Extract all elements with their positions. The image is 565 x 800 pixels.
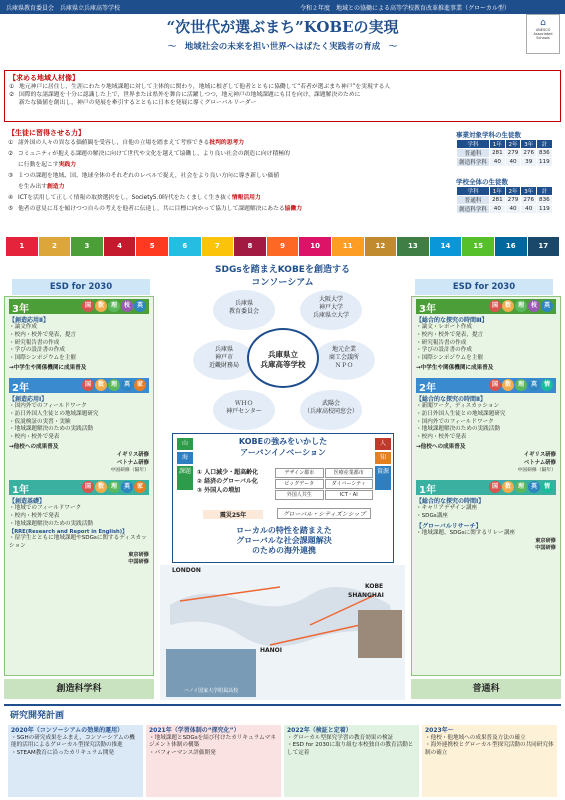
table-row (457, 196, 553, 205)
ability-item-text: 諸外国の人々の異なる価値観を受容し，自他の立場を踏まえて考察できる (18, 140, 210, 146)
left-grade-header (9, 299, 149, 314)
sdg-goal-icon: 5 (136, 237, 168, 256)
sdg-strip (6, 237, 559, 256)
left-rre-item: ・留学生とともに地域課題やSDGsに関するディスカッション (9, 535, 147, 550)
ability-item-text: を生み出す (18, 184, 47, 190)
ability-item-text: １つの課題を地域、国、地球全体のそれぞれのレベルで捉え，社会をより良い方向に導き新しい価値 (18, 173, 280, 179)
subject-badge: 家 (134, 379, 146, 391)
right-grade-section (412, 297, 560, 373)
subject-badge: 英 (121, 379, 133, 391)
sdg-goal-icon: 9 (267, 237, 299, 256)
ability-item-text: コミュニティが抱える課題の解決に向けて世代や文化を越えて協働し，より良い社会の創造に向け積極的 (18, 151, 290, 157)
page-subtitle: ～ 地域社会の未来を担い世界へはばたく実践者の育成 ～ (167, 42, 398, 52)
table-header-cell: 2年 (505, 187, 521, 196)
subject-badge: 数 (95, 481, 107, 493)
sdg-goal-icon: 3 (71, 237, 103, 256)
left-grade-subtitle: 【創造応用Ⅱ】 (9, 317, 49, 324)
right-grade-section (412, 478, 560, 553)
left-subject-badges (81, 481, 146, 493)
right-grade-item: ・新聞ワーク，ディスカッション (416, 402, 500, 409)
subject-badge: 理 (108, 481, 120, 493)
subject-badge: 枝 (121, 300, 133, 312)
table-header-cell: 2年 (505, 140, 521, 149)
left-subject-badges (81, 300, 146, 312)
talent-item-num: ① (9, 84, 15, 90)
table-header-cell: 3年 (521, 187, 537, 196)
kobe-strengths (172, 433, 394, 563)
table-cell: 836 (537, 196, 553, 205)
consortium-title (160, 262, 405, 288)
left-grade-item: ・校内・校外で発表 (9, 512, 60, 519)
talent-heading: 【求める地域人材像】 (9, 74, 79, 82)
right-grade-item: ・訪日外国人生徒との地域課題研究 (416, 410, 506, 417)
table-cell: 40 (521, 205, 537, 214)
left-rre: 【RRE(Research and Report in English)】 (9, 529, 128, 536)
kobe-right-tags (375, 438, 391, 492)
plan-step-item: ・パフォーマンス評価開発 (149, 749, 216, 756)
left-grade-header (9, 378, 149, 393)
consortium-member-line: ＮＰＯ (334, 362, 353, 369)
ability-item-num: ① (8, 140, 14, 146)
right-trip: イギリス研修 (523, 451, 556, 458)
header-left: 兵庫県教育委員会 兵庫県立兵庫高等学校 (6, 5, 121, 12)
right-grade-item: ・国際シンポジウムを主催 (416, 355, 483, 362)
left-grade-header (9, 480, 149, 495)
left-subject-badges (81, 379, 146, 391)
right-grade-item: ・国内外でのフィールドワーク (416, 418, 494, 425)
subject-badge: 英 (541, 300, 553, 312)
consortium-member-line: ＷＨＯ (234, 400, 253, 407)
right-trip: 中国研修（隔年） (517, 467, 556, 473)
right-grade-label: 2年 (419, 382, 436, 394)
consortium-member-line: 神戸大学 (318, 304, 343, 311)
consortium-member-line: 商工会議所 (328, 354, 359, 361)
ability-item-highlight: 批判的思考力 (209, 140, 245, 146)
left-grade-item: ・学びの設計書の作成 (9, 347, 65, 354)
kobe-left-tags (177, 438, 193, 492)
table-cell: 40 (505, 158, 521, 167)
plan-step (8, 725, 143, 797)
talent-item-text: 国際的な諸課題を十分に認識した上で，世界または県外を舞台に活躍しつつ，地元神戸の地域課題にも目を向け，課題解決のために (19, 92, 361, 99)
table-cell: 279 (505, 196, 521, 205)
table-header-cell: 計 (537, 140, 553, 149)
left-trip: 中国研修（隔年） (110, 467, 149, 473)
table1 (456, 139, 553, 167)
subject-badge: 情 (541, 379, 553, 391)
abilities-list (8, 138, 450, 215)
left-grade-item: ・校内・校外で発表，提言 (9, 331, 77, 338)
subject-badge: 数 (502, 481, 514, 493)
table-cell: 281 (489, 196, 505, 205)
right-grade-item: ・学びの設計書の作成 (416, 347, 472, 354)
abilities-section (4, 126, 454, 234)
sdg-goal-icon: 4 (104, 237, 136, 256)
ability-item (8, 193, 450, 204)
left-grade-label: 1年 (12, 484, 29, 496)
consortium-member-line: 地元企業 (331, 346, 356, 353)
talent-item-text: 地元神戸に居住し，生涯にわたり地域課題に対して主体的に関わり，地域に根ざして他者とともに協働して“若者が選ぶまち神戸”を実現する人 (19, 84, 391, 90)
plan-step-item: ・グローカル型探究学習の教育効果の検証 (287, 734, 394, 741)
consortium-center-line2: 兵庫高等学校 (260, 360, 306, 369)
plan-section (4, 704, 561, 798)
consortium-member-line: 大阪大学 (318, 296, 343, 303)
left-grade-item: ・国内外でのフィールドワーク (9, 402, 87, 409)
city-london: LONDON (172, 567, 201, 574)
plan-steps (4, 723, 561, 799)
talent-item (9, 83, 556, 91)
sdg-goal-icon: 12 (365, 237, 397, 256)
left-grade-section (5, 376, 153, 475)
talent-section (4, 70, 561, 122)
esd-label-left: ESD for 2030 (12, 279, 150, 295)
consortium-member (300, 390, 362, 430)
subject-badge: 英 (528, 379, 540, 391)
consortium-title1: SDGsを踏まえKOBEを創造する (215, 265, 350, 275)
right-grade-header (416, 378, 556, 393)
right-subject-badges (488, 481, 553, 493)
left-grade-note: →中学生や関係機関に成果普及 (9, 364, 87, 371)
ability-item-num: ② (8, 151, 14, 157)
plan-step-heading: 2020年（コンソーシアムの効果的運用） (11, 727, 124, 734)
kobe-title2: アーバンイノベーション (240, 448, 326, 457)
consortium-center (247, 328, 319, 388)
kobe-issue: ① 人口減少・超高齢化 (197, 469, 259, 476)
subject-badge: 英 (134, 300, 146, 312)
esd-label-right: ESD for 2030 (415, 279, 553, 295)
kobe-strengths-grid (275, 468, 373, 500)
abilities-heading: 【生徒に習得させる力】 (8, 129, 85, 137)
subject-badge: 国 (489, 481, 501, 493)
table-header-cell: 3年 (521, 140, 537, 149)
right-trip: 東京研修 (535, 538, 556, 545)
kobe-issue: ② 経済のグローバル化 (197, 478, 258, 485)
left-grade-label: 3年 (12, 304, 29, 315)
table-cell: 836 (537, 149, 553, 158)
sdg-goal-icon: 11 (332, 237, 364, 256)
sdg-goal-icon: 14 (430, 237, 462, 256)
subject-badge: 枝 (528, 300, 540, 312)
kobe-issue: ③ 外国人の増加 (197, 487, 241, 494)
left-grade-subtitle: 【創造基礎】 (9, 497, 46, 505)
table-header-cell: 1年 (489, 187, 505, 196)
ability-item-highlight: 協働力 (284, 206, 303, 212)
kobe-left-tag: 課題 (177, 466, 193, 490)
consortium-member-line: 兵庫県 (214, 346, 233, 353)
left-trip: イギリス研修 (116, 451, 149, 458)
kobe-strength-tag: 外国人共生 (275, 490, 324, 500)
consortium-member-line: 武陽会 (321, 400, 340, 407)
page-title: “次世代が選ぶまち”KOBEの実現 (166, 18, 399, 36)
ability-item-num: ④ (8, 195, 14, 201)
sdg-goal-icon: 17 (528, 237, 560, 256)
right-grade-subtitle: 【総合的な探究の時間Ⅰ】 (416, 497, 485, 505)
plan-step-item: ・STEAM教育に沿ったカリキュラム開発 (11, 749, 115, 756)
kobe-left-tag: 海 (177, 452, 193, 464)
left-grade-section (5, 478, 153, 567)
right-grade-item: ・SDGs講座 (416, 512, 448, 519)
talent-item-text: 新たな価値を創出し，神戸の発展を牽引するとともに日本を発展に導くグローバルリーダー (19, 100, 257, 107)
right-grade-item: ・校内・校外で発表 (416, 434, 467, 441)
kobe-strength-tag: デザイン都市 (275, 468, 324, 478)
consortium-member (313, 340, 375, 380)
right-grade-subtitle: 【総合的な探究の時間Ⅲ】 (416, 317, 488, 324)
consortium-member-line: 兵庫県立大学 (312, 312, 349, 319)
header-right: 令和２年度 地域との協働による高等学校教育改革推進事業（グローカル型） (300, 5, 510, 12)
left-grade-item: ・論文作成 (9, 324, 37, 330)
global-title2: グローバルな社会課題解決 (236, 536, 332, 545)
right-grade-item: ・地域課題解決のための実践活動 (416, 426, 500, 433)
left-grade-note: →他校への成果普及 (9, 443, 59, 450)
table-header-cell: 1年 (489, 140, 505, 149)
city-hanoi: HANOI (260, 647, 283, 654)
sdg-goal-icon: 2 (39, 237, 71, 256)
subject-badge: 国 (82, 300, 94, 312)
sdg-goal-icon: 16 (495, 237, 527, 256)
consortium-member-line: （兵庫高校同窓会） (303, 408, 358, 415)
ability-item (8, 204, 450, 215)
table-cell: 119 (537, 158, 553, 167)
header-bar (0, 0, 565, 14)
ability-item (8, 138, 450, 149)
subject-badge: 情 (541, 481, 553, 493)
glocal-label: グローバル・シティズンシップ (277, 508, 371, 519)
left-trip: ベトナム研修 (116, 459, 149, 466)
global-title3: のための海外連携 (252, 546, 316, 555)
subject-badge: 英 (528, 481, 540, 493)
subject-badge: 家 (134, 481, 146, 493)
global-title1: ローカルの特性を踏まえた (236, 526, 332, 535)
plan-heading: 研究開発計画 (10, 711, 65, 721)
subject-badge: 理 (515, 481, 527, 493)
left-grade-section (5, 297, 153, 373)
kobe-strength-tag: ダイバーシティ (325, 479, 374, 489)
plan-step-heading: 2022年（検証と定着） (287, 727, 352, 734)
subject-badge: 理 (108, 379, 120, 391)
consortium-member (213, 290, 275, 330)
subject-badge: 理 (515, 379, 527, 391)
global-title (173, 526, 395, 556)
table-cell: 276 (521, 149, 537, 158)
sdg-goal-icon: 7 (202, 237, 234, 256)
consortium-member-line: 近畿財務局 (208, 362, 239, 369)
subject-badge: 国 (82, 481, 94, 493)
kobe-title1: KOBEの強みをいかした (238, 437, 328, 446)
left-grade-item: ・校内・校外で発表 (9, 434, 60, 441)
table-cell: 40 (489, 158, 505, 167)
table-cell: 40 (489, 205, 505, 214)
kobe-strength-tag: ビッグデータ (275, 479, 324, 489)
world-map (160, 565, 405, 700)
consortium-center-line1: 兵庫県立 (268, 350, 298, 359)
kobe-strength-tag: ICT・AI (325, 490, 374, 500)
subject-badge: 英 (121, 481, 133, 493)
left-dept-label: 創造科学科 (4, 679, 154, 699)
talent-list (9, 83, 556, 108)
right-grade-subtitle: 【総合的な探究の時間Ⅱ】 (416, 395, 486, 403)
right-grade-item: ・校内・校外で発表，提言 (416, 331, 484, 338)
table-cell: 39 (521, 158, 537, 167)
table1-title: 事業対象学科の生徒数 (456, 131, 521, 139)
subject-badge: 国 (82, 379, 94, 391)
subject-badge: 数 (502, 300, 514, 312)
photo-hanoi-caption: ハノイ国家大学附属高校 (183, 688, 239, 694)
table-cell: 279 (505, 149, 521, 158)
consortium-title2: コンソーシアム (251, 278, 314, 288)
left-trip: 東京研修 (128, 551, 149, 558)
subject-badge: 理 (515, 300, 527, 312)
right-grade-note: →中学生や関係機関に成果普及 (416, 364, 494, 371)
city-kobe: KOBE (365, 583, 384, 590)
ability-item-text: 他者の意見に耳を傾けつつ自らの考えを他者に伝達し，共に目標に向かって協力して課題解決にあたる (18, 206, 285, 212)
table-cell: 281 (489, 149, 505, 158)
right-grade-subtitle2: 【グローバルリサーチ】 (416, 522, 482, 530)
subject-badge: 数 (95, 300, 107, 312)
sdg-goal-icon: 13 (397, 237, 429, 256)
table-header-row (457, 140, 553, 149)
kobe-right-tag: 人 (375, 438, 391, 450)
table-header-cell: 計 (537, 187, 553, 196)
table-row (457, 205, 553, 214)
ability-item-text: に行動を起こす (18, 162, 59, 168)
table-cell: 創造科学科 (457, 158, 490, 167)
talent-item (9, 99, 556, 107)
disaster-label: 震災25年 (203, 510, 263, 519)
kobe-right-tag: 知 (375, 452, 391, 464)
ability-item (8, 171, 450, 182)
right-grade-section (412, 376, 560, 475)
consortium-diagram (185, 288, 380, 428)
left-grade-item: ・研究報告書の作成 (9, 339, 60, 346)
consortium-member (213, 390, 275, 430)
left-grade-item: ・国際シンポジウムを主催 (9, 355, 76, 362)
ability-item (8, 160, 450, 171)
table-cell: 普通科 (457, 196, 490, 205)
unesco-logo: ⌂ UNESCO Associated Schools (526, 14, 560, 54)
table-cell: 普通科 (457, 149, 490, 158)
consortium-member-line: 兵庫県 (234, 300, 253, 307)
talent-item (9, 91, 556, 99)
right-grade-item: ・論文・レポート作成 (416, 324, 472, 330)
consortium-member (193, 340, 255, 380)
consortium-member-line: 神戸センター (226, 408, 262, 415)
plan-step-heading: 2021年（学習体制の“探究化”） (149, 727, 240, 734)
table-row (457, 149, 553, 158)
right-grade-item2: ・地域課題、SDGsに関するリレー講座 (416, 529, 516, 536)
right-grade-label: 1年 (419, 484, 436, 496)
kobe-issues (197, 468, 273, 495)
unesco-text: UNESCO Associated Schools (533, 28, 553, 40)
consortium-member-line: 神戸市 (214, 354, 233, 361)
left-grade-subtitle: 【創造応用Ⅰ】 (9, 395, 48, 403)
table2-title: 学校全体の生徒数 (456, 178, 508, 186)
table-cell: 276 (521, 196, 537, 205)
plan-step-item: ・他校・他地域への成果普及方法の確立 (425, 734, 526, 741)
table-cell: 40 (505, 205, 521, 214)
left-grade-label: 2年 (12, 382, 29, 394)
subject-badge: 国 (489, 300, 501, 312)
plan-step (422, 725, 557, 797)
right-grade-item: ・キャリアデザイン講座 (416, 504, 478, 511)
ability-item-text: ICTを活用して正しく情報の取捨選択をし，Society5.0時代をたくましく生き抜く (18, 195, 232, 201)
talent-item-num: ② (9, 92, 15, 99)
left-grade-item: ・地域課題解決のための実践活動 (9, 426, 93, 433)
right-trip: 中国研修 (535, 545, 556, 552)
plan-step (284, 725, 419, 797)
ability-item-highlight: 実践力 (58, 162, 76, 168)
right-column (411, 296, 561, 676)
subject-badge: 国 (489, 379, 501, 391)
right-trip: ベトナム研修 (523, 459, 556, 466)
table-cell: 119 (537, 205, 553, 214)
consortium-member-line: 教育委員会 (228, 308, 259, 315)
left-grade-item: ・仮説検証の実習・実験 (9, 418, 71, 425)
right-subject-badges (488, 300, 553, 312)
plan-step-item: ・海外連携校とグローカル型探究活動の共同研究体制の確立 (425, 742, 554, 756)
right-grade-item: ・研究報告書の作成 (416, 339, 467, 346)
kobe-left-tag: 山 (177, 438, 193, 450)
photo-shanghai (358, 610, 402, 658)
right-grade-label: 3年 (419, 304, 436, 315)
subject-badge: 数 (95, 379, 107, 391)
sdg-goal-icon: 8 (234, 237, 266, 256)
ability-item-num: ③ (8, 173, 14, 179)
ability-item-highlight: 情報活用力 (231, 195, 261, 201)
plan-step-item: ・ESD for 2030に取り組む本校独自の教育活動として定着 (287, 742, 414, 756)
sdg-goal-icon: 10 (299, 237, 331, 256)
student-tables (456, 130, 562, 214)
right-grade-header (416, 299, 556, 314)
left-grade-item: ・地域課題解決のための実践活動 (9, 520, 93, 527)
left-grade-item: ・訪日外国人生徒との地域課題研究 (9, 410, 99, 417)
table-header-row (457, 187, 553, 196)
kobe-strength-tag: 医療産業都市 (325, 468, 374, 478)
subject-badge: 数 (502, 379, 514, 391)
right-grade-note: →他校への成果普及 (416, 443, 466, 450)
plan-step-item: ・地域課題とSDGsを結び付けたカリキュラムマネジメント体制の構築 (149, 734, 276, 749)
plan-step-heading: 2023年～ (425, 727, 454, 734)
city-shanghai: SHANGHAI (348, 592, 384, 599)
sdg-goal-icon: 15 (462, 237, 494, 256)
right-grade-header (416, 480, 556, 495)
left-trip: 中国研修 (128, 558, 149, 565)
ability-item-highlight: 創造力 (47, 184, 65, 190)
table-cell: 創造科学科 (457, 205, 490, 214)
sdg-goal-icon: 1 (6, 237, 38, 256)
left-column (4, 296, 154, 676)
table-row (457, 158, 553, 167)
ability-item (8, 182, 450, 193)
left-grade-item: ・地域でのフィールドワーク (9, 504, 82, 511)
table2 (456, 186, 553, 214)
table-header-cell: 学科 (457, 140, 490, 149)
sdg-goal-icon: 6 (169, 237, 201, 256)
right-subject-badges (488, 379, 553, 391)
table-header-cell: 学科 (457, 187, 490, 196)
ability-item-num: ⑤ (8, 206, 14, 212)
right-dept-label: 普通科 (411, 679, 561, 699)
subject-badge: 理 (108, 300, 120, 312)
ability-item (8, 149, 450, 160)
consortium-member (300, 290, 362, 330)
plan-step (146, 725, 281, 797)
kobe-right-tag: 資源 (375, 466, 391, 490)
plan-step-item: ・SGHの研究成果をふまえ，コンソーシアムの機能的活用によるグローカル型探究活動の推進 (11, 734, 135, 749)
